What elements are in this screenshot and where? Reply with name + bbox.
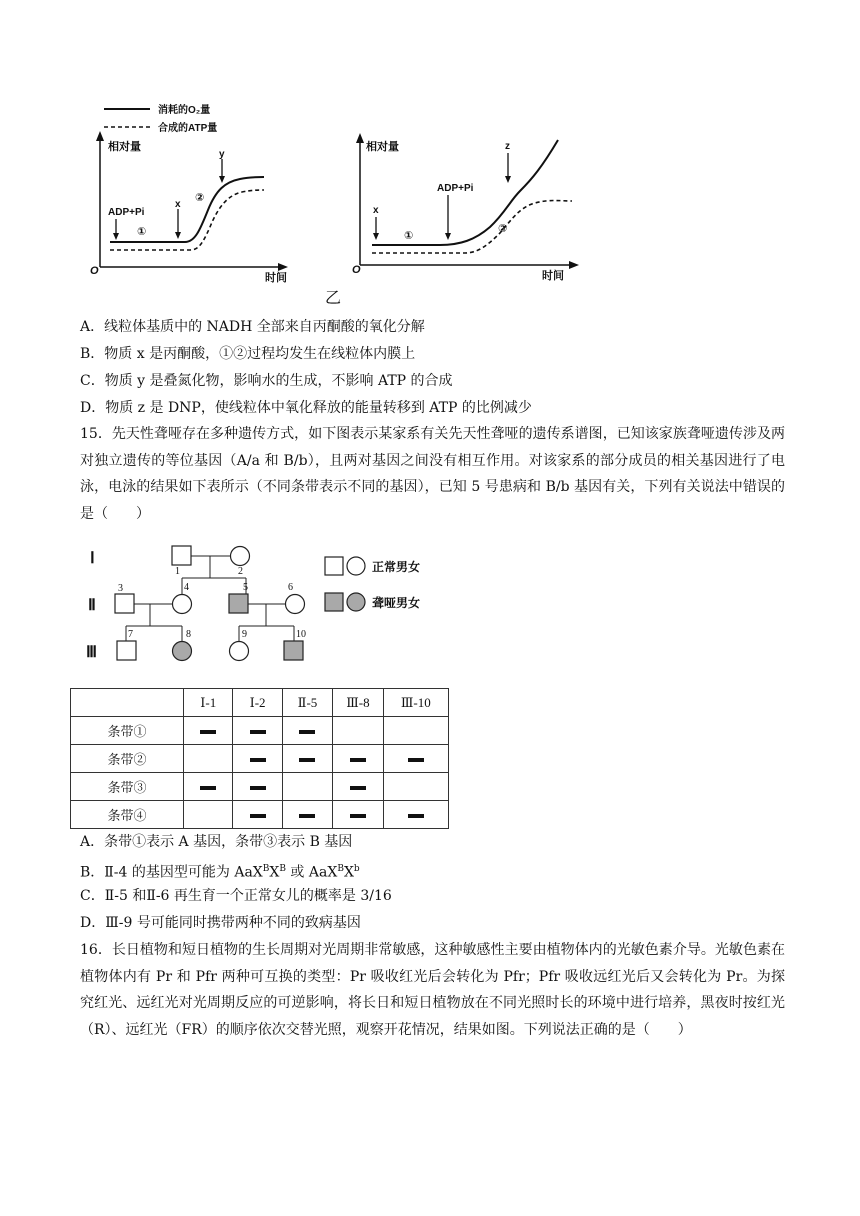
individual-3 (115, 594, 134, 613)
table-row (71, 801, 449, 829)
q15-option-b-text2: X (269, 864, 280, 881)
q14-option-a: A．线粒体基质中的 NADH 全部来自丙酮酸的氧化分解 (80, 319, 425, 335)
band-cell (184, 773, 233, 801)
q15-option-b-text1: B．Ⅱ-4 的基因型可能为 AaX (80, 864, 263, 881)
band-cell (233, 717, 282, 745)
id-label-5: 5 (243, 582, 248, 593)
table-header-row (71, 689, 449, 717)
superscript: B (337, 864, 344, 874)
band-mark (408, 758, 424, 762)
legend-affected-female (347, 593, 365, 611)
left-circle2: ② (195, 192, 205, 204)
band-cell (383, 773, 448, 801)
band-mark (299, 730, 315, 734)
table-header-cell: Ⅰ-2 (233, 689, 282, 717)
table-row (71, 745, 449, 773)
right-circle2: ② (498, 223, 508, 235)
superscript: B (262, 864, 270, 874)
q15-stem: 15．先天性聋哑存在多种遗传方式，如下图表示某家系有关先天性聋哑的遗传系谱图，已知该家族聋哑遗传涉及两对独立遗传的等位基因（A/a 和 B/b），且两对基因之间没有相互作用。对该家系的部分成员的相关基因进行了电泳，电泳的结果如下表所示（不同条带表示不同的基因），已知 5 号患病和 B/b 基因有关，下列有关说法中错误的是（ ） (80, 426, 785, 522)
x-axis-arrow-icon (569, 261, 579, 269)
left-circle1: ① (137, 226, 147, 238)
band-cell (282, 717, 332, 745)
table-header-cell (71, 689, 184, 717)
q15-option-b-text4: X (343, 864, 354, 881)
table-header-cell: Ⅲ-10 (383, 689, 448, 717)
band-cell (282, 745, 332, 773)
graphs-figure (80, 95, 600, 305)
band-cell (383, 801, 448, 829)
q14-option-b: B．物质 x 是丙酮酸，①②过程均发生在线粒体内膜上 (80, 346, 416, 362)
table-row (71, 717, 449, 745)
gen-label-2: Ⅱ (88, 597, 96, 614)
id-label-10: 10 (296, 629, 306, 640)
legend-dashed-label: 合成的ATP量 (158, 123, 218, 134)
id-label-1: 1 (175, 566, 180, 577)
band-mark (350, 786, 366, 790)
legend-affected-male (325, 593, 343, 611)
band-cell (184, 745, 233, 773)
right-ylabel: 相对量 (366, 141, 399, 153)
band-cell (233, 745, 282, 773)
band-mark (200, 786, 216, 790)
band-cell (333, 745, 383, 773)
q15-option-a: A．条带①表示 A 基因，条带③表示 B 基因 (80, 834, 353, 850)
right-adp-label: ADP+Pi (437, 183, 474, 194)
right-origin: O (352, 264, 361, 276)
band-cell (383, 745, 448, 773)
left-xlabel: 时间 (265, 272, 287, 284)
band-cell (184, 717, 233, 745)
right-circle1: ① (404, 230, 414, 242)
band-cell (333, 801, 383, 829)
individual-6 (286, 595, 305, 614)
band-mark (250, 758, 266, 762)
band-mark (200, 730, 216, 734)
left-y-label: y (219, 149, 225, 160)
q14-option-c: C．物质 y 是叠氮化物，影响水的生成，不影响 ATP 的合成 (80, 373, 453, 389)
band-mark (350, 758, 366, 762)
row-label: 条带③ (71, 773, 184, 801)
id-label-8: 8 (186, 629, 191, 640)
band-cell (282, 773, 332, 801)
row-label: 条带④ (71, 801, 184, 829)
individual-7 (117, 641, 136, 660)
superscript: B (279, 864, 286, 874)
table-row (71, 773, 449, 801)
x-axis-arrow-icon (278, 263, 288, 271)
gen-label-1: Ⅰ (90, 550, 95, 567)
band-mark (250, 814, 266, 818)
q15-option-b-text3: 或 AaX (285, 864, 338, 881)
individual-4 (173, 595, 192, 614)
band-cell (233, 773, 282, 801)
id-label-9: 9 (242, 629, 247, 640)
band-cell (233, 801, 282, 829)
right-z-label: z (505, 141, 510, 152)
right-x-label: x (373, 205, 379, 216)
superscript: b (353, 864, 360, 874)
legend-normal-male (325, 557, 343, 575)
band-mark (350, 814, 366, 818)
legend-normal-label: 正常男女 (372, 560, 421, 574)
legend-solid-label: 消耗的O₂量 (158, 105, 211, 116)
pedigree-chart (80, 538, 450, 668)
table-header-cell: Ⅱ-5 (282, 689, 332, 717)
band-mark (299, 758, 315, 762)
graph-right (352, 133, 579, 282)
legend-normal-female (347, 557, 365, 575)
band-mark (250, 730, 266, 734)
electrophoresis-table (70, 688, 449, 829)
individual-8 (173, 642, 192, 661)
individual-10 (284, 641, 303, 660)
row-label: 条带② (71, 745, 184, 773)
q16-stem: 16．长日植物和短日植物的生长周期对光周期非常敏感，这种敏感性主要由植物体内的光敏色素介导。光敏色素在植物体内有 Pr 和 Pfr 两种可互换的类型：Pr 吸收红光后会转化为 Pfr；Pfr 吸收远红光后又会转化为 Pr。为探究红光、远红光对光周期反应的可逆影响，将长日和短日植物放在不同光照时长的环境中进行培养，黑夜时按红光（R）、远红光（FR）的顺序依次交替光照，观察开花情况，结果如图。下列说法正确的是（ ） (80, 942, 785, 1038)
id-label-2: 2 (238, 566, 243, 577)
gen-label-3: Ⅲ (86, 644, 98, 661)
id-label-7: 7 (128, 629, 133, 640)
q15-option-c: C．Ⅱ-5 和Ⅱ-6 再生育一个正常女儿的概率是 3/16 (80, 888, 392, 904)
individual-5 (229, 594, 248, 613)
left-x-label: x (175, 199, 181, 210)
legend-affected-label: 聋哑男女 (372, 596, 421, 610)
table-header-cell: Ⅲ-8 (333, 689, 383, 717)
individual-2 (231, 547, 250, 566)
left-origin: O (90, 265, 99, 277)
left-adp-label: ADP+Pi (108, 207, 145, 218)
table-header-cell: Ⅰ-1 (184, 689, 233, 717)
band-cell (333, 717, 383, 745)
q14-option-d: D．物质 z 是 DNP，使线粒体中氧化释放的能量转移到 ATP 的比例减少 (80, 400, 532, 416)
graph-left (90, 131, 288, 284)
id-label-4: 4 (184, 582, 189, 593)
id-label-6: 6 (288, 582, 293, 593)
y-axis-arrow-icon (356, 133, 364, 143)
graph-legend (104, 103, 217, 134)
graph-caption: 乙 (325, 288, 342, 307)
individual-9 (230, 642, 249, 661)
band-mark (408, 814, 424, 818)
band-cell (333, 773, 383, 801)
band-mark (299, 814, 315, 818)
individual-1 (172, 546, 191, 565)
band-cell (282, 801, 332, 829)
band-mark (250, 786, 266, 790)
row-label: 条带① (71, 717, 184, 745)
band-cell (184, 801, 233, 829)
band-cell (383, 717, 448, 745)
left-ylabel: 相对量 (108, 141, 141, 153)
right-xlabel: 时间 (542, 270, 564, 282)
id-label-3: 3 (118, 583, 123, 594)
q15-option-d: D．Ⅲ-9 号可能同时携带两种不同的致病基因 (80, 915, 361, 931)
y-axis-arrow-icon (96, 131, 104, 141)
q15-option-b (80, 859, 360, 883)
